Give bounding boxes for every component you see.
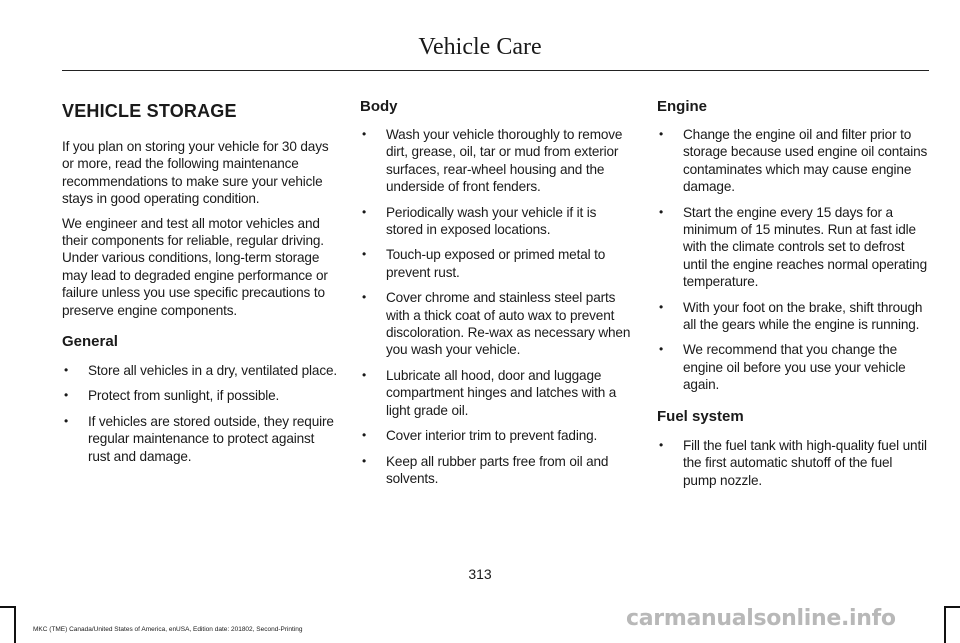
general-list bbox=[62, 362, 338, 465]
body-list bbox=[360, 126, 632, 487]
subsection-title-general: General bbox=[62, 333, 118, 351]
watermark-logo: carmanualsonline.info bbox=[626, 606, 896, 631]
list-item: • Change the engine oil and filter prior to storage because used engine oil contains contaminates which may cause engine damage. bbox=[657, 126, 929, 196]
list-item: • With your foot on the brake, shift through all the gears while the engine is running. bbox=[657, 299, 929, 334]
list-item: • Cover chrome and stainless steel parts with a thick coat of auto wax to prevent discoloration. Re-wax as necessary when you wash your vehicle. bbox=[360, 289, 632, 359]
list-item: • Periodically wash your vehicle if it is stored in exposed locations. bbox=[360, 204, 632, 239]
engineering-paragraph: We engineer and test all motor vehicles and their components for reliable, regular driving. Under various conditions, long-term storage may lead to degraded engine performance or failure unless you use specific precautions to preserve engine components. bbox=[62, 215, 328, 318]
page-header-title: Vehicle Care bbox=[418, 34, 542, 60]
subsection-title-body: Body bbox=[360, 98, 398, 115]
section-title-vehicle-storage: VEHICLE STORAGE bbox=[62, 101, 237, 121]
engine-list bbox=[657, 126, 929, 394]
column-vehicle-storage bbox=[62, 96, 338, 479]
list-item: • Protect from sunlight, if possible. bbox=[62, 387, 338, 404]
subsection-title-fuel-system: Fuel system bbox=[657, 407, 744, 425]
list-item: • Keep all rubber parts free from oil and solvents. bbox=[360, 453, 632, 488]
list-item: • We recommend that you change the engine oil before you use your vehicle again. bbox=[657, 341, 929, 393]
list-item: • Wash your vehicle thoroughly to remove dirt, grease, oil, tar or mud from exterior surfaces, rear-wheel housing and the underside of front fenders. bbox=[360, 126, 632, 196]
list-item: • Fill the fuel tank with high-quality fuel until the first automatic shutoff of the fuel pump nozzle. bbox=[657, 437, 929, 489]
list-item: • Lubricate all hood, door and luggage compartment hinges and latches with a light grade oil. bbox=[360, 367, 632, 419]
list-item: • Cover interior trim to prevent fading. bbox=[360, 427, 632, 444]
intro-paragraph: If you plan on storing your vehicle for 30 days or more, read the following maintenance recommendations to make sure your vehicle stays in good operating condition. bbox=[62, 139, 329, 207]
list-item: • Touch-up exposed or primed metal to prevent rust. bbox=[360, 246, 632, 281]
list-item: • If vehicles are stored outside, they require regular maintenance to protect against rust and damage. bbox=[62, 413, 338, 465]
list-item: • Store all vehicles in a dry, ventilated place. bbox=[62, 362, 338, 379]
fuel-system-list bbox=[657, 437, 929, 489]
crop-mark-left bbox=[14, 606, 16, 643]
column-engine-fuel bbox=[657, 96, 929, 503]
page-number: 313 bbox=[468, 566, 492, 582]
header-divider bbox=[62, 70, 929, 71]
subsection-title-engine: Engine bbox=[657, 98, 708, 115]
list-item: • Start the engine every 15 days for a minimum of 15 minutes. Run at fast idle with the climate controls set to defrost until the engine reaches normal operating temperature. bbox=[657, 204, 929, 291]
column-body bbox=[360, 96, 632, 501]
footer-edition-text: MKC (TME) Canada/United States of America, enUSA, Edition date: 201802, Second-Printing bbox=[33, 626, 303, 633]
crop-mark-right bbox=[944, 606, 946, 643]
crop-mark-left-horizontal bbox=[0, 606, 14, 608]
crop-mark-right-horizontal bbox=[945, 606, 960, 608]
